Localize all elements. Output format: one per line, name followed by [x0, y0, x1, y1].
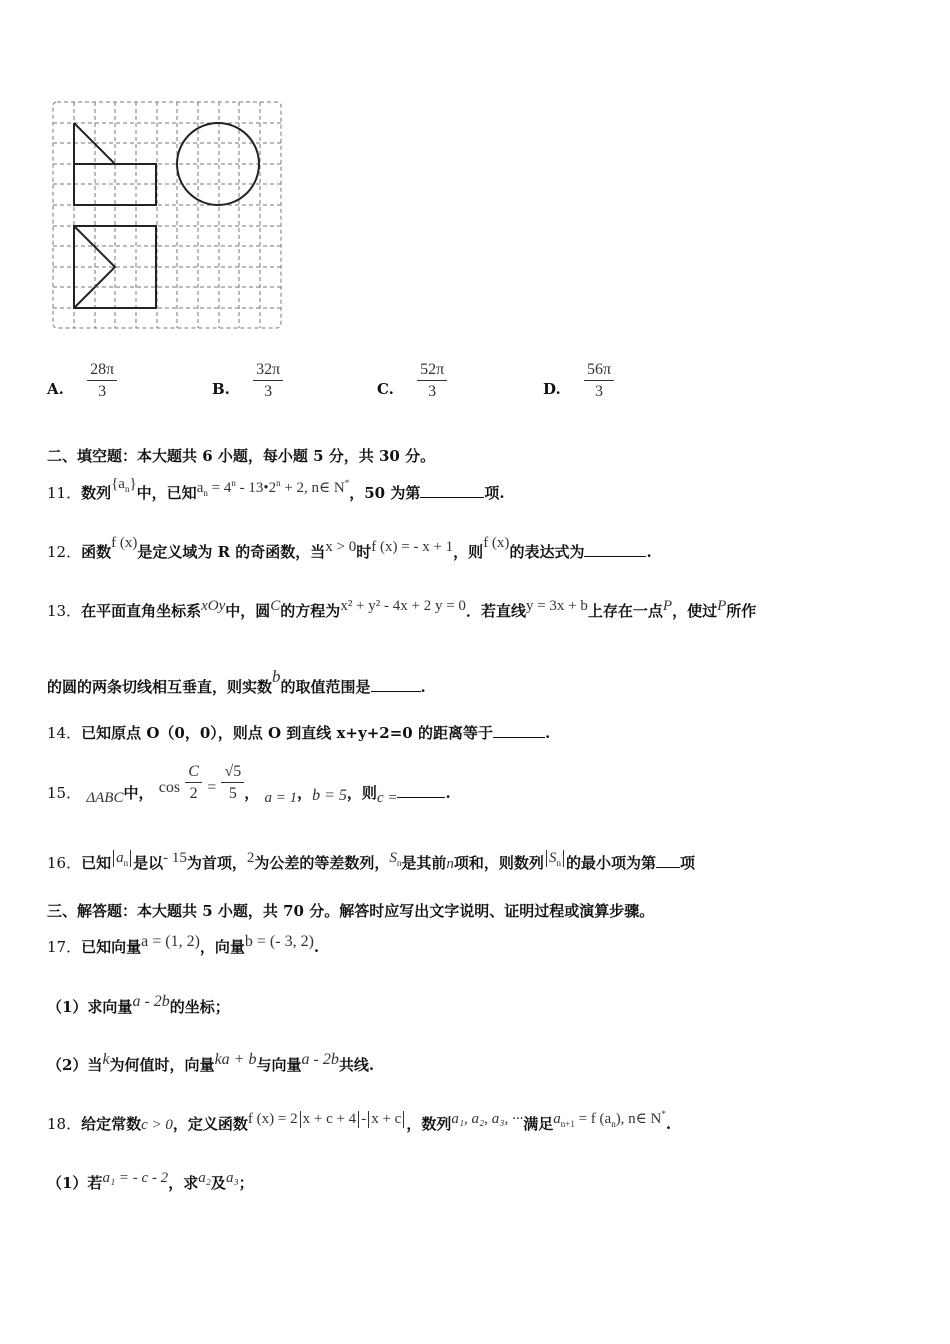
answer-blank-13[interactable] — [371, 691, 421, 692]
option-b[interactable]: B. $\frac{32\pi}{3}$ — [212, 360, 283, 403]
three-view-grid-figure — [50, 98, 290, 334]
answer-blank-15[interactable] — [397, 797, 445, 798]
answer-blank-12[interactable] — [584, 556, 646, 557]
answer-blank-11[interactable] — [420, 497, 484, 498]
question-11: 11．数列$\{a_n\}$中，已知$a_n = 4^n$ - $13•2^n + 2$, n∈ N*，50 为第 项. — [47, 476, 505, 502]
sqrt-fraction: $\frac{√5}{5}$ — [221, 762, 244, 805]
question-17-part-2: （2）当k为何值时，向量ka + b与向量a - 2b共线. — [47, 1051, 375, 1074]
answer-blank-14[interactable] — [493, 737, 545, 738]
question-13: 13．在平面直角坐标系xOy中，圆C的方程为x² + y² - 4x + 2 y = 0．若直线y = 3x + b上存在一点P，使过P所作 — [47, 598, 757, 620]
option-a-fraction: $\frac{28\pi}{3}$ — [87, 360, 117, 403]
cos-fraction: $\frac{C}{2}$ — [185, 762, 202, 805]
question-18: 18．给定常数c > 0，定义函数f (x) = 2 x + c + 4 - x + c ，数列a₁, a₂, a₃, ···满足$a_{n+1} = f$ $(a_n)$, n∈ N*. — [47, 1109, 672, 1133]
question-15: 15． ΔABC中， cos $\frac{C}{2}$ = $\frac{√5}{5}$ ， a = 1，b = 5，则c = . — [47, 763, 451, 806]
option-d[interactable]: D. $\frac{56\pi}{3}$ — [543, 360, 614, 403]
section-3-heading: 三、解答题：本大题共 5 小题，共 70 分。解答时应写出文字说明、证明过程或演算步骤。 — [47, 902, 655, 920]
question-16: 16．已知 $a_n$ 是以- 15为首项，2为公差的等差数列，$S_n$是其前n项和，则数列 $S_n$ 的最小项为第 项 — [47, 850, 695, 872]
option-c[interactable]: C. $\frac{52\pi}{3}$ — [377, 360, 447, 403]
question-18-part-1: （1）若a₁ = - c - 2，求a₂及a₃； — [47, 1170, 254, 1192]
option-a[interactable]: A. $\frac{28\pi}{3}$ — [47, 360, 117, 403]
option-d-fraction: $\frac{56\pi}{3}$ — [584, 360, 614, 403]
option-b-fraction: $\frac{32\pi}{3}$ — [253, 360, 283, 403]
answer-blank-16[interactable] — [656, 867, 680, 868]
question-12: 12．函数f (x)是定义域为 R 的奇函数，当x > 0时f (x) = - x + 1，则f (x)的表达式为 . — [47, 535, 652, 561]
question-13-line-2: 的圆的两条切线相互垂直，则实数b的取值范围是 . — [47, 667, 426, 696]
option-c-fraction: $\frac{52\pi}{3}$ — [417, 360, 447, 403]
section-2-heading: 二、填空题：本大题共 6 小题，每小题 5 分，共 30 分。 — [47, 447, 436, 465]
question-17-part-1: （1）求向量a - 2b的坐标； — [47, 993, 230, 1016]
question-17: 17．已知向量a = (1, 2)，向量b = (- 3, 2). — [47, 933, 320, 956]
question-14: 14．已知原点 O（0，0），则点 O 到直线 x+y+2=0 的距离等于 . — [47, 724, 551, 742]
